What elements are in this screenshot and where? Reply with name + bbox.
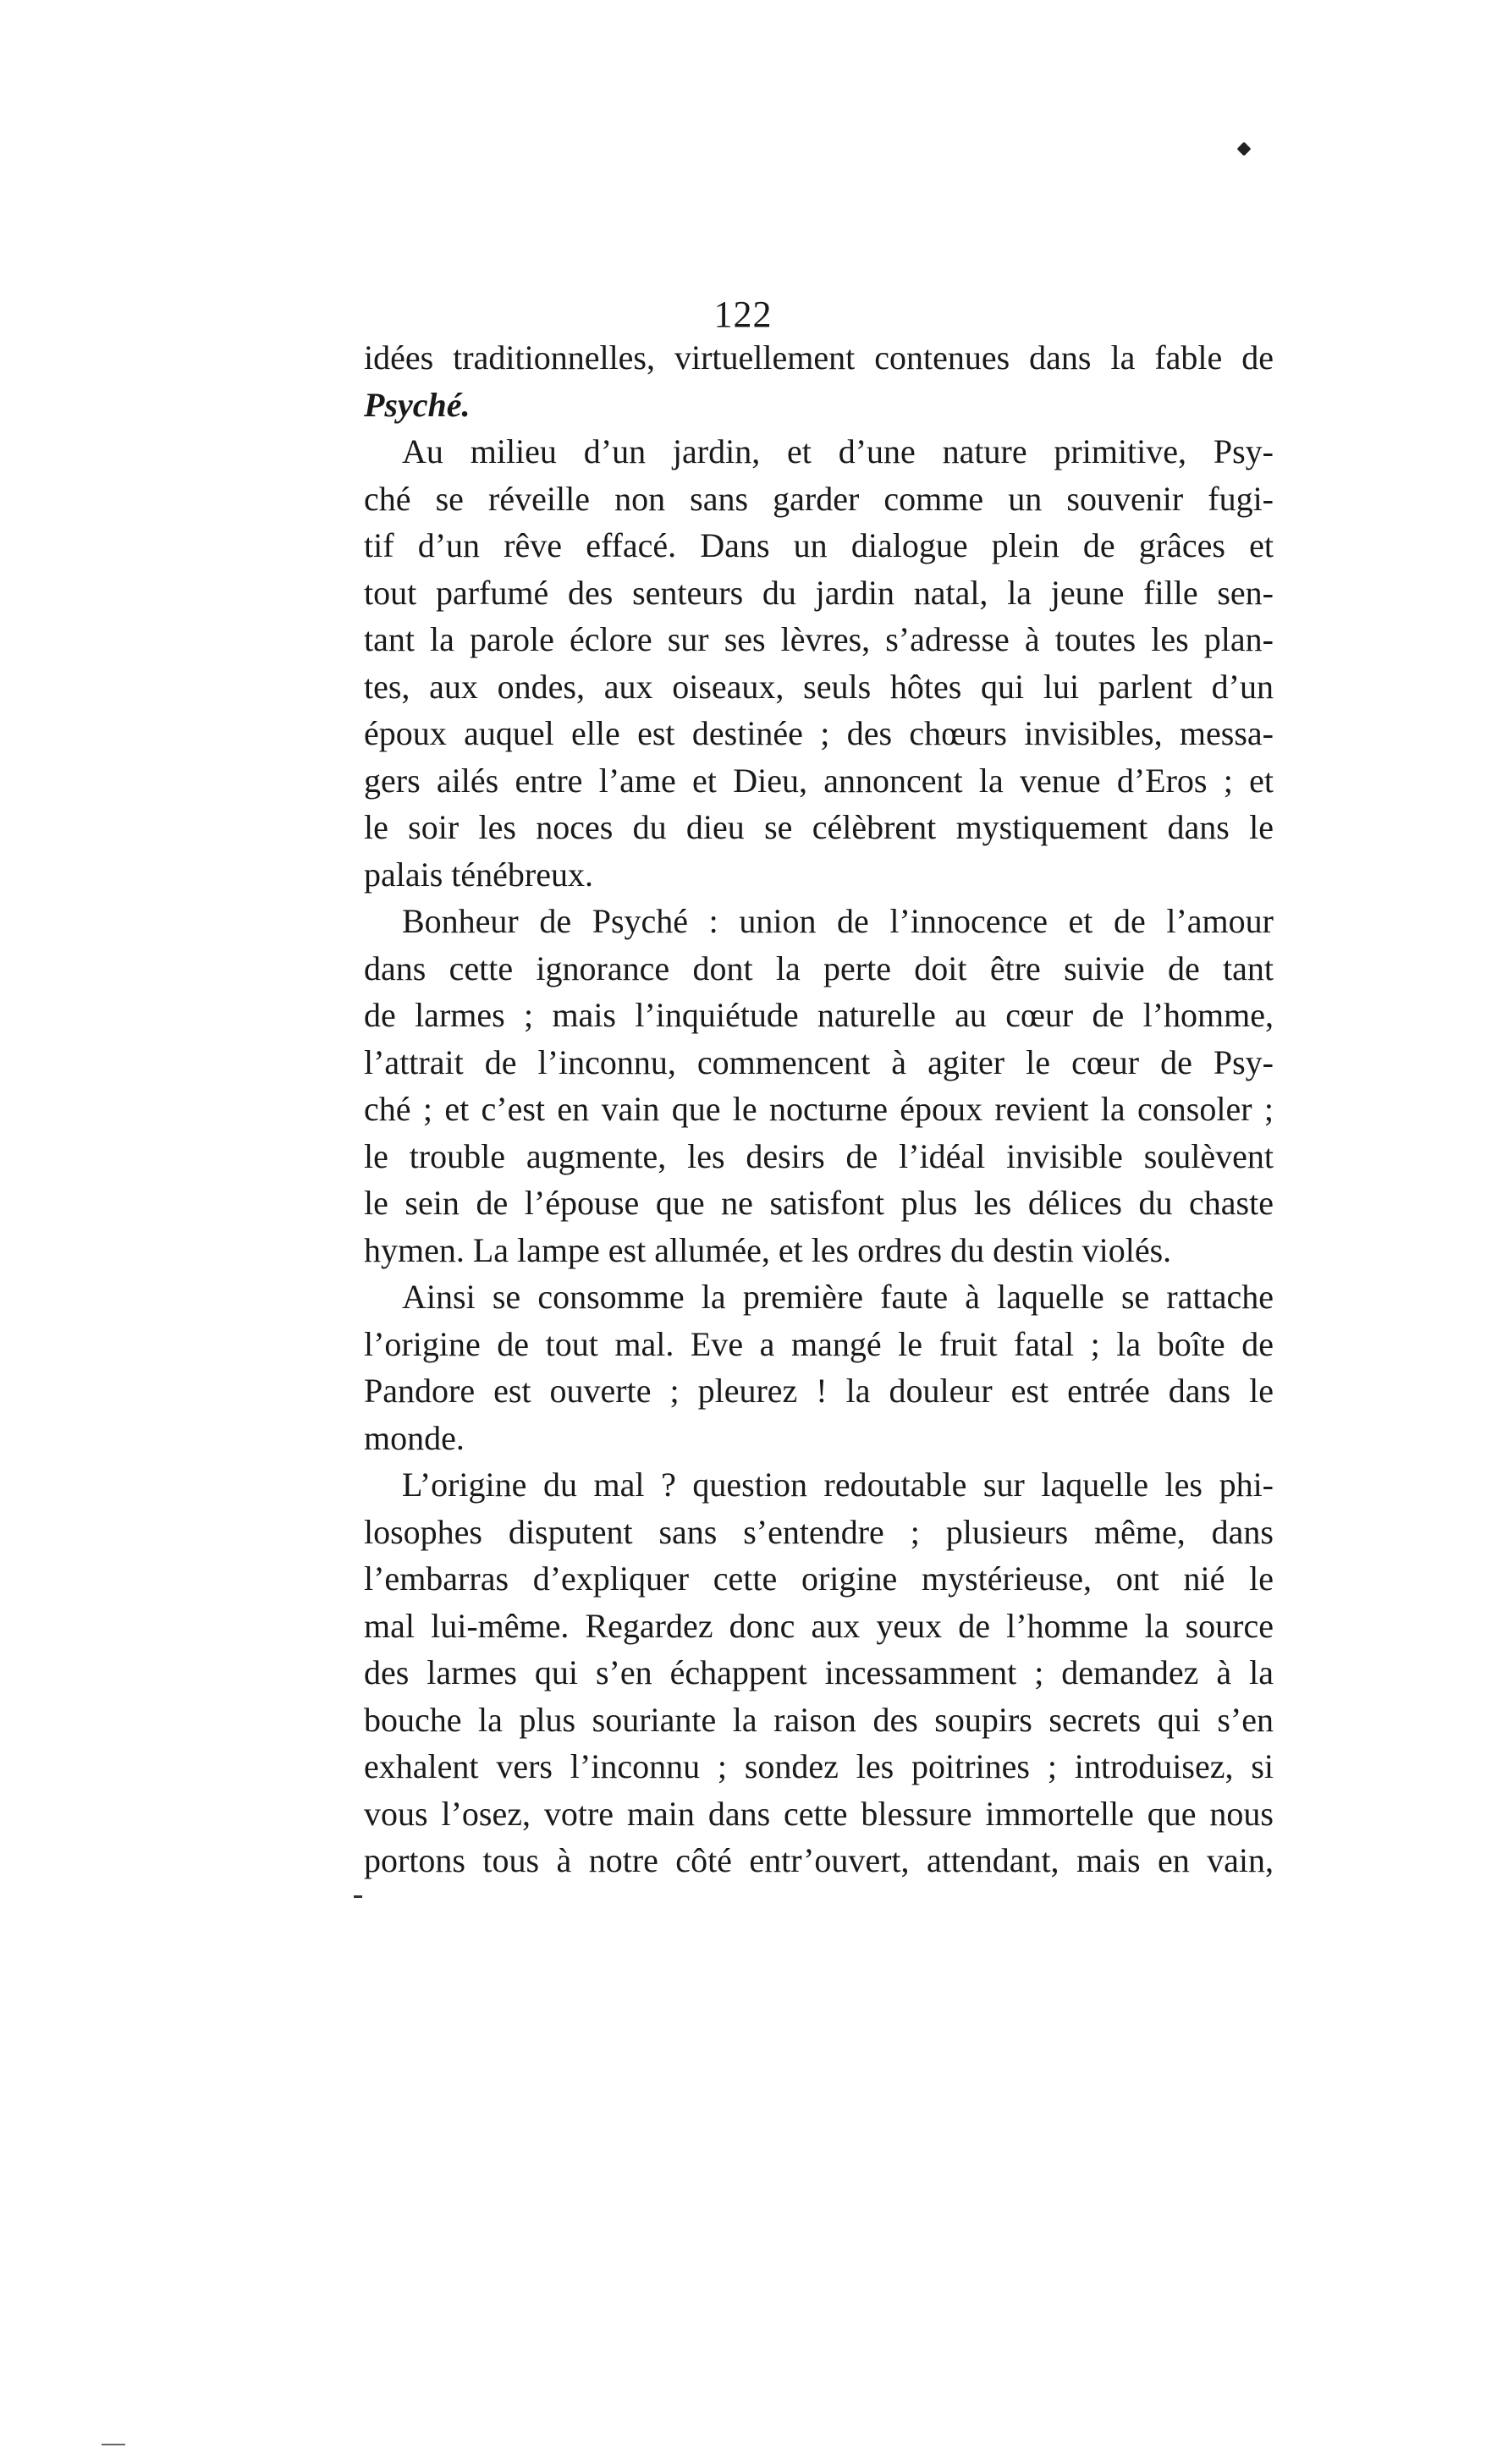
text-line: Au milieu d’un jardin, et d’une nature primitive, Psy- [402, 432, 1274, 470]
text-line: Pandore est ouverte ; pleurez ! la douleur est entrée dans le [364, 1372, 1274, 1410]
text-line: l’origine de tout mal. Eve a mangé le fruit fatal ; la boîte de [364, 1324, 1274, 1363]
text-line: hymen. La lampe est allumée, et les ordres du destin violés. [364, 1230, 1172, 1269]
text-line: monde. [364, 1418, 465, 1457]
text-line: idées traditionnelles, virtuellement contenues dans la fable de [364, 338, 1274, 377]
text-line: ché ; et c’est en vain que le nocturne époux revient la consoler ; [364, 1090, 1274, 1128]
text-line: losophes disputent sans s’entendre ; plusieurs même, dans [364, 1512, 1274, 1551]
text-line: exhalent vers l’inconnu ; sondez les poitrines ; introduisez, si [364, 1747, 1274, 1785]
text-line: Ainsi se consomme la première faute à laquelle se rattache [402, 1278, 1274, 1316]
footer-mark [102, 2444, 125, 2445]
text-line: des larmes qui s’en échappent incessamment ; demandez à la [364, 1653, 1274, 1691]
text-line: le sein de l’épouse que ne satisfont plus les délices du chaste [364, 1184, 1274, 1222]
page-number: 122 [713, 294, 773, 335]
text-line: gers ailés entre l’ame et Dieu, annoncent la venue d’Eros ; et [364, 761, 1274, 800]
body-text [364, 334, 1274, 1884]
text-line: de larmes ; mais l’inquiétude naturelle au cœur de l’homme, [364, 996, 1274, 1034]
text-line: époux auquel elle est destinée ; des chœurs invisibles, messa- [364, 714, 1274, 752]
text-line: ché se réveille non sans garder comme un souvenir fugi- [364, 479, 1274, 518]
text-line: l’attrait de l’inconnu, commencent à agiter le cœur de Psy- [364, 1042, 1274, 1081]
text-line: le trouble augmente, les desirs de l’idéal invisible soulèvent [364, 1136, 1274, 1175]
text-line: tes, aux ondes, aux oiseaux, seuls hôtes qui lui parlent d’un [364, 667, 1274, 706]
text-line: palais ténébreux. [364, 855, 593, 894]
ink-speck [1237, 142, 1252, 157]
margin-mark [354, 1895, 362, 1898]
text-line: le soir les noces du dieu se célèbrent mystiquement dans le [364, 808, 1274, 846]
text-line: portons tous à notre côté entr’ouvert, attendant, mais en vain, [364, 1841, 1274, 1879]
text-line: vous l’osez, votre main dans cette blessure immortelle que nous [364, 1794, 1274, 1833]
text-line: mal lui-même. Regardez donc aux yeux de l’homme la source [364, 1606, 1274, 1645]
text-line: Bonheur de Psyché : union de l’innocence et de l’amour [402, 902, 1274, 940]
text-line-italic: Psyché. [364, 385, 471, 424]
text-line: tif d’un rêve effacé. Dans un dialogue plein de grâces et [364, 526, 1274, 564]
text-line: dans cette ignorance dont la perte doit être suivie de tant [364, 949, 1274, 987]
text-line: tant la parole éclore sur ses lèvres, s’adresse à toutes les plan- [364, 620, 1274, 658]
text-line: l’embarras d’expliquer cette origine mystérieuse, ont nié le [364, 1559, 1274, 1598]
text-line: bouche la plus souriante la raison des soupirs secrets qui s’en [364, 1700, 1274, 1739]
text-line: tout parfumé des senteurs du jardin natal, la jeune fille sen- [364, 573, 1274, 612]
text-line: L’origine du mal ? question redoutable sur laquelle les phi- [402, 1466, 1274, 1504]
